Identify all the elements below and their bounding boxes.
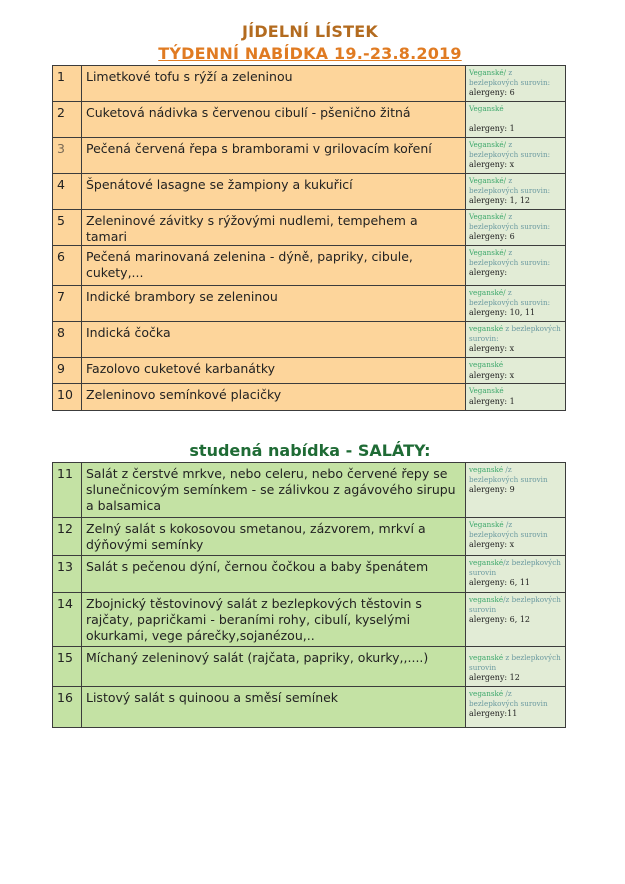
dish-name: Cuketová nádivka s červenou cibulí - pšenično žitná [82, 102, 466, 138]
vegan-label: Veganské/ [469, 248, 507, 257]
vegan-label: veganské [469, 324, 504, 333]
vegan-label: Veganské [469, 104, 504, 113]
dish-name: Míchaný zeleninový salát (rajčata, papriky, okurky,,....) [82, 647, 466, 687]
week-subtitle: TÝDENNÍ NABÍDKA 19.-23.8.2019 [158, 44, 462, 63]
gluten-free-label: z bezlepkových surovin: [469, 324, 561, 343]
menu-title: JÍDELNÍ LÍSTEK [242, 22, 378, 41]
dish-info [466, 138, 566, 174]
table-row [53, 286, 566, 322]
gluten-free-label: /z bezlepkových surovin [469, 558, 561, 577]
gluten-free-label: z bezlepkových surovin: [469, 248, 551, 267]
allergens: alergeny: x [469, 370, 515, 380]
table-row [53, 593, 566, 647]
dish-info [466, 174, 566, 210]
dish-name: Špenátové lasagne se žampiony a kukuřicí [82, 174, 466, 210]
dish-number: 9 [53, 358, 82, 384]
dish-name: Salát z čerstvé mrkve, nebo celeru, nebo červené řepy se slunečnicovým semínkem - se zálivkou z agávového sirupu a balsamica [82, 463, 466, 518]
vegan-label: veganské [469, 360, 504, 369]
dish-name: Pečená marinovaná zelenina - dýně, papriky, cibule, cukety,... [82, 246, 466, 286]
gluten-free-label: z bezlepkových surovin: [469, 176, 551, 195]
dish-info [466, 647, 566, 687]
dish-info [466, 322, 566, 358]
dish-info [466, 102, 566, 138]
vegan-label: Veganské/ [469, 68, 507, 77]
dish-number: 8 [53, 322, 82, 358]
dish-number: 11 [53, 463, 82, 518]
dish-name: Zeleninovo semínkové placičky [82, 384, 466, 411]
dish-number: 4 [53, 174, 82, 210]
dish-number: 3 [53, 138, 82, 174]
table-row [53, 246, 566, 286]
table-row [53, 556, 566, 593]
dish-info [466, 687, 566, 728]
vegan-label: veganské [469, 595, 504, 604]
allergens: alergeny: x [469, 344, 515, 354]
dish-name: Zbojnický těstovinový salát z bezlepkových těstovin s rajčaty, papričkami - beraními rohy, cibulí, kyselými okurkami, vege párečky,sojanézou,.. [82, 593, 466, 647]
dish-name: Listový salát s quinoou a směsí semínek [82, 687, 466, 728]
allergens: alergeny: 12 [469, 673, 520, 683]
dish-info [466, 556, 566, 593]
allergens: alergeny: 10, 11 [469, 308, 536, 318]
vegan-label: Veganské [469, 520, 504, 529]
gluten-free-label: /z bezlepkových surovin [469, 595, 561, 614]
vegan-label: veganské/ [469, 288, 506, 297]
table-row [53, 322, 566, 358]
dish-number: 13 [53, 556, 82, 593]
gluten-free-label: z bezlepkových surovin: [469, 212, 551, 231]
dish-name: Salát s pečenou dýní, černou čočkou a baby špenátem [82, 556, 466, 593]
table-row [53, 358, 566, 384]
table-row [53, 463, 566, 518]
allergens: alergeny: 6, 11 [469, 578, 531, 588]
salads-heading: studená nabídka - SALÁTY: [189, 441, 431, 460]
dish-name: Zelný salát s kokosovou smetanou, zázvorem, mrkví a dýňovými semínky [82, 518, 466, 556]
dish-name: Pečená červená řepa s bramborami v grilovacím koření [82, 138, 466, 174]
table-row [53, 687, 566, 728]
vegan-label: veganské [469, 689, 504, 698]
dish-info [466, 286, 566, 322]
dish-number: 16 [53, 687, 82, 728]
vegan-label: Veganské/ [469, 212, 507, 221]
table-row [53, 66, 566, 102]
vegan-label: Veganské/ [469, 140, 507, 149]
dish-number: 7 [53, 286, 82, 322]
dish-number: 14 [53, 593, 82, 647]
dish-number: 15 [53, 647, 82, 687]
vegan-label: veganské [469, 653, 504, 662]
dish-number: 5 [53, 210, 82, 246]
table-row [53, 518, 566, 556]
table-row [53, 384, 566, 411]
vegan-label: veganské [469, 558, 504, 567]
allergens: alergeny: 9 [469, 485, 515, 495]
dish-info [466, 384, 566, 411]
dish-number: 1 [53, 66, 82, 102]
gluten-free-label: /z bezlepkových surovin [469, 689, 548, 708]
allergens: alergeny: 6 [469, 232, 515, 242]
table-row [53, 138, 566, 174]
allergens: alergeny: [469, 268, 508, 278]
gluten-free-label: /z bezlepkových surovin [469, 520, 548, 539]
vegan-label: veganské [469, 465, 504, 474]
dish-number: 10 [53, 384, 82, 411]
table-row [53, 647, 566, 687]
vegan-label: Veganské/ [469, 176, 507, 185]
allergens: alergeny: 1, 12 [469, 196, 531, 206]
dish-number: 12 [53, 518, 82, 556]
gluten-free-label: z bezlepkových surovin: [469, 140, 551, 159]
gluten-free-label: z bezlepkových surovin [469, 653, 561, 672]
dish-info [466, 66, 566, 102]
dish-number: 6 [53, 246, 82, 286]
salad-menu-table [52, 462, 566, 728]
hot-menu-table [52, 65, 566, 411]
allergens: alergeny:11 [469, 709, 518, 719]
allergens: alergeny: 1 [469, 396, 515, 406]
gluten-free-label: z bezlepkových surovin: [469, 68, 551, 87]
dish-info [466, 246, 566, 286]
table-row [53, 102, 566, 138]
dish-info [466, 358, 566, 384]
dish-name: Indické brambory se zeleninou [82, 286, 466, 322]
dish-number: 2 [53, 102, 82, 138]
allergens: alergeny: x [469, 540, 515, 550]
allergens: alergeny: x [469, 160, 515, 170]
table-row [53, 174, 566, 210]
dish-info [466, 210, 566, 246]
dish-name: Limetkové tofu s rýží a zeleninou [82, 66, 466, 102]
gluten-free-label: z bezlepkových surovin: [469, 288, 551, 307]
allergens: alergeny: 1 [469, 123, 515, 133]
table-row [53, 210, 566, 246]
dish-name: Indická čočka [82, 322, 466, 358]
dish-name: Fazolovo cuketové karbanátky [82, 358, 466, 384]
dish-info [466, 518, 566, 556]
dish-name: Zeleninové závitky s rýžovými nudlemi, tempehem a tamari [82, 210, 466, 246]
vegan-label: Veganské [469, 386, 504, 395]
gluten-free-label: /z bezlepkových surovin [469, 465, 548, 484]
allergens: alergeny: 6 [469, 88, 515, 98]
dish-info [466, 463, 566, 518]
dish-info [466, 593, 566, 647]
allergens: alergeny: 6, 12 [469, 615, 531, 625]
